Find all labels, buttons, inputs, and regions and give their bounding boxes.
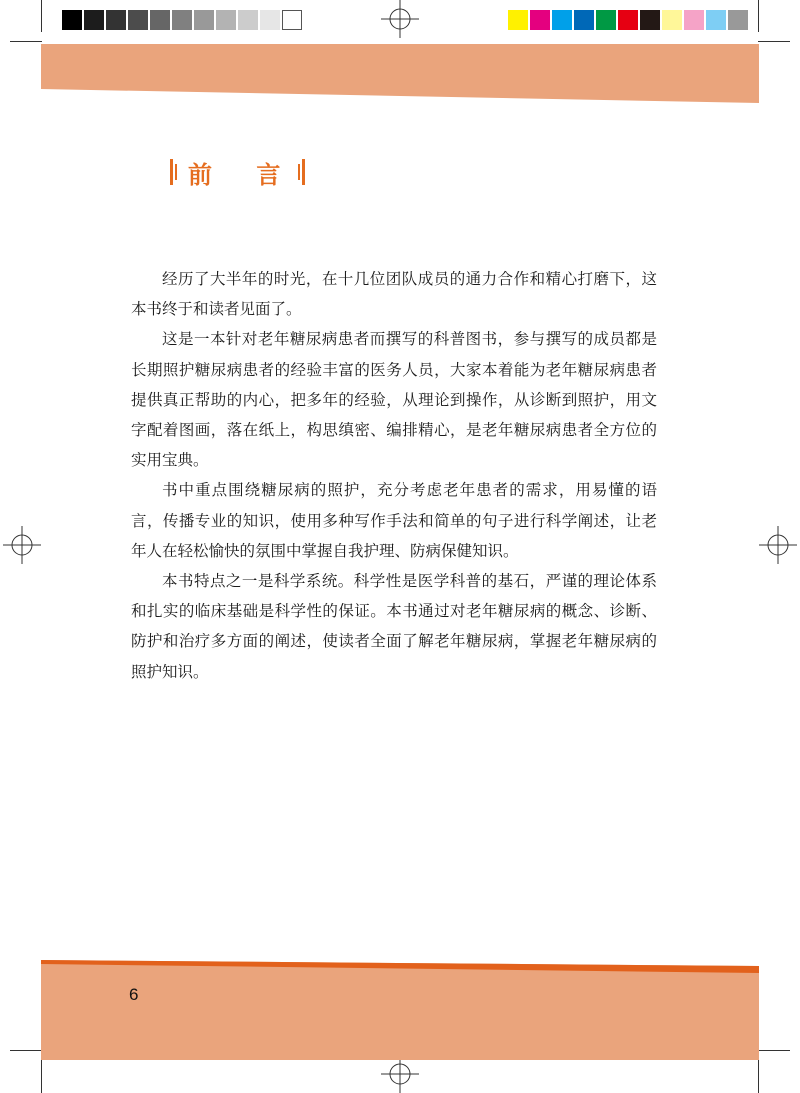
title-bracket-right bbox=[298, 159, 304, 185]
color-swatch bbox=[596, 10, 616, 30]
registration-mark-bottom bbox=[381, 1055, 419, 1093]
header-band bbox=[41, 44, 759, 104]
color-swatch bbox=[530, 10, 550, 30]
registration-mark-top bbox=[381, 0, 419, 38]
preface-body bbox=[131, 264, 657, 687]
paragraph: 这是一本针对老年糖尿病患者而撰写的科普图书，参与撰写的成员都是长期照护糖尿病患者的经验丰富的医务人员，大家本着能为老年糖尿病患者提供真正帮助的内心，把多年的经验，从理论到操作，从诊断到照护，用文字配着图画，落在纸上，构思缜密、编排精心，是老年糖尿病患者全方位的实用宝典。 bbox=[131, 330, 657, 470]
title-bracket-left bbox=[170, 159, 176, 185]
gray-swatch bbox=[216, 10, 236, 30]
footer-band bbox=[41, 960, 759, 1060]
color-swatch bbox=[508, 10, 528, 30]
gray-swatch bbox=[62, 10, 82, 30]
color-swatch bbox=[640, 10, 660, 30]
paragraph: 经历了大半年的时光，在十几位团队成员的通力合作和精心打磨下，这本书终于和读者见面了。 bbox=[131, 270, 657, 319]
page-title bbox=[170, 157, 304, 187]
gray-swatch bbox=[282, 10, 302, 30]
gray-swatch bbox=[194, 10, 214, 30]
gray-swatch bbox=[128, 10, 148, 30]
gray-swatch bbox=[106, 10, 126, 30]
color-swatch bbox=[706, 10, 726, 30]
color-swatch bbox=[728, 10, 748, 30]
paragraph: 书中重点围绕糖尿病的照护，充分考虑老年患者的需求，用易懂的语言，传播专业的知识，使用多种写作手法和简单的句子进行科学阐述，让老年人在轻松愉快的氛围中掌握自我护理、防病保健知识。 bbox=[131, 481, 657, 560]
color-swatch bbox=[618, 10, 638, 30]
gray-swatch bbox=[172, 10, 192, 30]
grayscale-calibration-bar bbox=[62, 10, 304, 30]
color-swatch bbox=[552, 10, 572, 30]
gray-swatch bbox=[260, 10, 280, 30]
registration-mark-right bbox=[759, 526, 797, 564]
color-calibration-bar bbox=[508, 10, 750, 30]
title-text: 前 言 bbox=[188, 160, 299, 189]
page-number: 6 bbox=[129, 985, 139, 1004]
gray-swatch bbox=[150, 10, 170, 30]
color-swatch bbox=[662, 10, 682, 30]
registration-mark-left bbox=[3, 526, 41, 564]
gray-swatch bbox=[84, 10, 104, 30]
gray-swatch bbox=[238, 10, 258, 30]
paragraph: 本书特点之一是科学系统。科学性是医学科普的基石，严谨的理论体系和扎实的临床基础是科学性的保证。本书通过对老年糖尿病的概念、诊断、防护和治疗多方面的阐述，使读者全面了解老年糖尿病，掌握老年糖尿病的照护知识。 bbox=[131, 572, 657, 681]
color-swatch bbox=[684, 10, 704, 30]
color-swatch bbox=[574, 10, 594, 30]
